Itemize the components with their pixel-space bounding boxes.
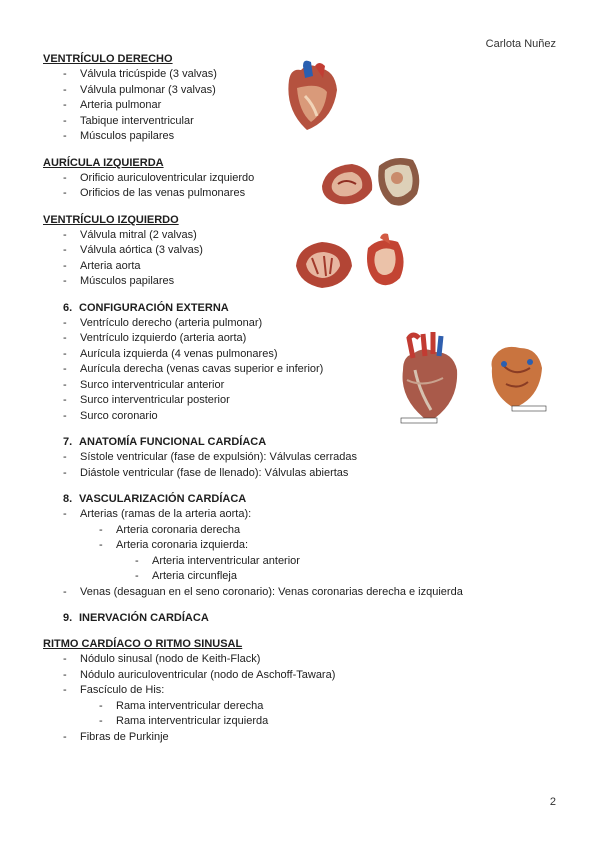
- section-heading: [43, 611, 558, 626]
- bullet-list: [43, 316, 558, 425]
- section-heading: RITMO CARDÍACO O RITMO SINUSAL: [43, 638, 243, 650]
- list-item: - Arteria pulmonar: [43, 98, 558, 114]
- section-number: 7.: [63, 436, 73, 448]
- section-heading: [43, 301, 558, 316]
- section-title: INERVACIÓN CARDÍACA: [79, 612, 209, 624]
- list-item: - Arteria coronaria derecha: [43, 523, 558, 539]
- list-item: - Ventrículo derecho (arteria pulmonar): [43, 316, 558, 332]
- list-item: - Diástole ventricular (fase de llenado): Válvulas abiertas: [43, 466, 558, 482]
- section: [43, 301, 558, 425]
- list-item: - Nódulo auriculoventricular (nodo de Aschoff-Tawara): [43, 668, 558, 684]
- left-atrium-heart-image-2: [373, 152, 423, 210]
- right-ventricle-heart-image: [279, 60, 341, 132]
- section-heading: AURÍCULA IZQUIERDA: [43, 156, 164, 169]
- list-item: - Válvula tricúspide (3 valvas): [43, 67, 558, 83]
- section-heading: VENTRÍCULO IZQUIERDO: [43, 213, 179, 226]
- list-item: - Surco coronario: [43, 409, 558, 425]
- list-item: - Tabique interventricular: [43, 114, 558, 130]
- left-ventricle-heart-image-1: [292, 238, 356, 290]
- list-item: - Aurícula derecha (venas cavas superior e inferior): [43, 362, 558, 378]
- list-item: - Músculos papilares: [43, 129, 558, 145]
- bullet-list: [43, 171, 558, 202]
- section: [43, 637, 558, 745]
- list-item: - Surco interventricular posterior: [43, 393, 558, 409]
- list-item: - Arteria circunfleja: [43, 569, 558, 585]
- section-number: 9.: [63, 612, 73, 624]
- section: [43, 492, 558, 600]
- list-item: - Aurícula izquierda (4 venas pulmonares): [43, 347, 558, 363]
- list-item: - Sístole ventricular (fase de expulsión): Válvulas cerradas: [43, 450, 558, 466]
- page-number: 2: [549, 796, 556, 808]
- document-content: [43, 52, 558, 756]
- left-atrium-heart-image-1: [318, 160, 376, 208]
- list-item: - Surco interventricular anterior: [43, 378, 558, 394]
- list-item: - Nódulo sinusal (nodo de Keith-Flack): [43, 652, 558, 668]
- section-heading: [43, 492, 558, 507]
- list-item: - Músculos papilares: [43, 274, 558, 290]
- list-item: - Válvula pulmonar (3 valvas): [43, 83, 558, 99]
- section-heading: VENTRÍCULO DERECHO: [43, 53, 173, 65]
- section: [43, 435, 558, 481]
- list-item: - Válvula aórtica (3 valvas): [43, 243, 558, 259]
- section-title: ANATOMÍA FUNCIONAL CARDÍACA: [79, 436, 267, 448]
- section-number: 6.: [63, 301, 73, 314]
- bullet-list: [43, 450, 558, 481]
- list-item: - Arteria coronaria izquierda:: [43, 538, 558, 554]
- heart-anterior-view-image: [393, 330, 465, 426]
- section-number: 8.: [63, 493, 73, 505]
- bullet-list: [43, 652, 558, 745]
- heart-posterior-view-image: [484, 334, 548, 414]
- author-name: Carlota Nuñez: [485, 38, 556, 50]
- list-item: - Orificio auriculoventricular izquierdo: [43, 171, 558, 187]
- list-item: - Orificios de las venas pulmonares: [43, 186, 558, 202]
- list-item: - Arteria interventricular anterior: [43, 554, 558, 570]
- list-item: - Arterias (ramas de la arteria aorta):: [43, 507, 558, 523]
- section: [43, 156, 558, 202]
- bullet-list: [43, 507, 558, 600]
- list-item: - Fibras de Purkinje: [43, 730, 558, 746]
- list-item: - Arteria aorta: [43, 259, 558, 275]
- left-ventricle-heart-image-2: [360, 232, 410, 290]
- list-item: - Ventrículo izquierdo (arteria aorta): [43, 331, 558, 347]
- section-title: CONFIGURACIÓN EXTERNA: [79, 301, 229, 314]
- list-item: - Válvula mitral (2 valvas): [43, 228, 558, 244]
- list-item: - Fascículo de His:: [43, 683, 558, 699]
- list-item: - Rama interventricular derecha: [43, 699, 558, 715]
- section-heading: [43, 435, 558, 450]
- list-item: - Rama interventricular izquierda: [43, 714, 558, 730]
- section-title: VASCULARIZACIÓN CARDÍACA: [79, 493, 247, 505]
- section: [43, 611, 558, 626]
- list-item: - Venas (desaguan en el seno coronario): Venas coronarias derecha e izquierda: [43, 585, 558, 601]
